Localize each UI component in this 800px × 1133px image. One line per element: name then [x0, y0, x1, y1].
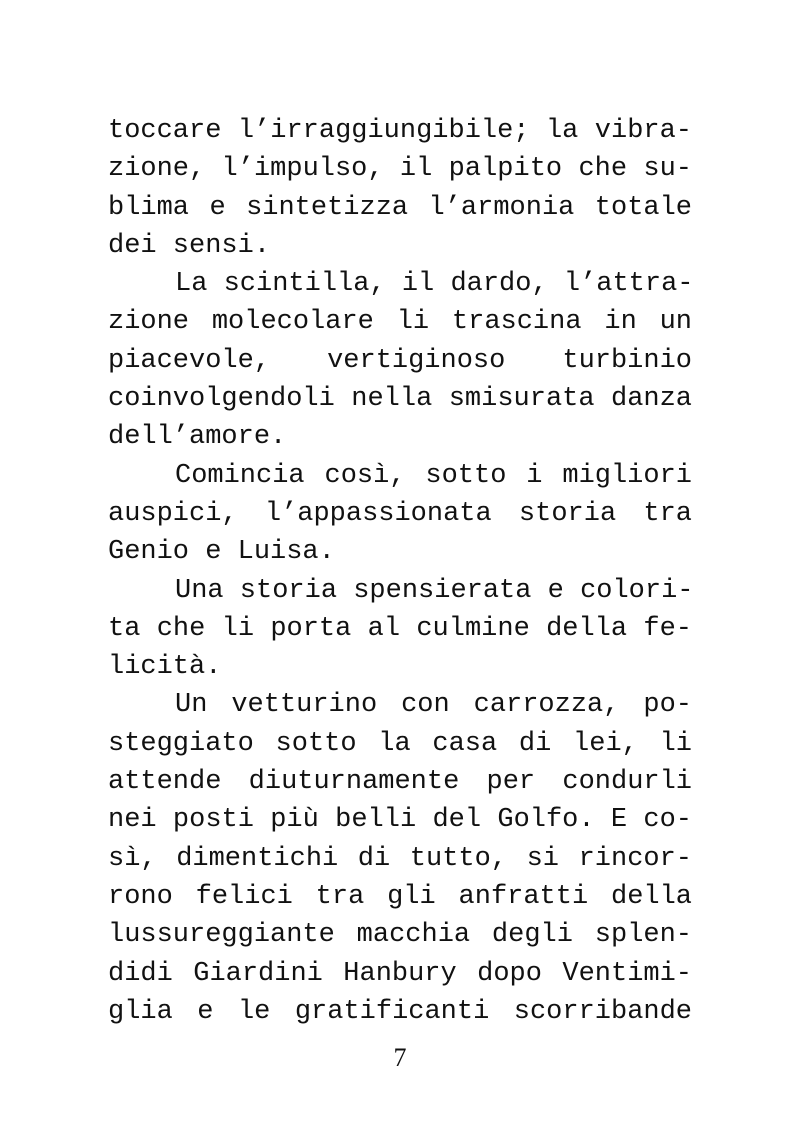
paragraph-first-line: Un vetturino con carrozza, po-	[175, 690, 692, 721]
text-line: sì, dimentichi di tutto, si rincor-	[108, 843, 692, 874]
paragraph-first-line: La scintilla, il dardo, l’attra-	[175, 269, 694, 300]
paragraph-first-line: Una storia spensierata e colori-	[175, 575, 694, 606]
text-line: rono felici tra gli anfratti della	[108, 881, 692, 912]
text-line: nei posti più belli del Golfo. E co-	[108, 805, 692, 836]
text-line: dei sensi.	[108, 230, 271, 261]
text-line: Genio e Luisa.	[108, 537, 335, 568]
paragraph-first-line: Comincia così, sotto i migliori	[175, 460, 692, 491]
page-number: 7	[393, 1043, 407, 1072]
text-line: didi Giardini Hanbury dopo Ventimi-	[108, 958, 692, 989]
text-line: attende diuturnamente per condurli	[108, 767, 692, 798]
text-line: zione molecolare li trascina in un	[108, 307, 692, 338]
text-line: zione, l’impulso, il palpito che su-	[108, 154, 692, 185]
text-line: steggiato sotto la casa di lei, li	[108, 728, 692, 759]
text-line: auspici, l’appassionata storia tra	[108, 498, 692, 529]
text-line: licità.	[108, 652, 222, 683]
text-line: toccare l’irraggiungibile; la vibra-	[108, 116, 692, 146]
text-line: ta che li porta al culmine della fe-	[108, 613, 692, 644]
body-text	[108, 112, 692, 1031]
text-line: blima e sintetizza l’armonia totale	[108, 192, 692, 223]
text-line: glia e le gratificanti scorribande	[108, 996, 692, 1027]
text-line: dell’amore.	[108, 422, 287, 453]
text-line: piacevole, vertiginoso turbinio	[108, 345, 692, 376]
text-line: coinvolgendoli nella smisurata danza	[108, 384, 692, 415]
text-line: lussureggiante macchia degli splen-	[108, 920, 692, 951]
